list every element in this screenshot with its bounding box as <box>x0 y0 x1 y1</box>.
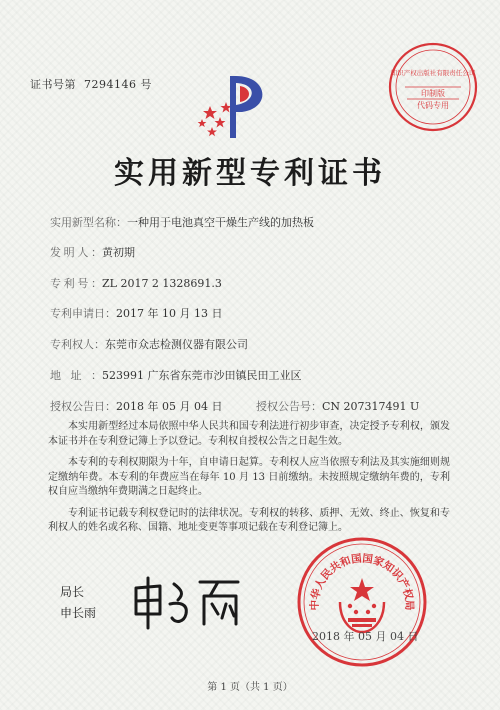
handwritten-signature <box>130 574 250 630</box>
state-ip-office-seal <box>296 536 428 668</box>
certificate-number-value: 7294146 <box>84 78 137 91</box>
seal-ring-text: 中华人民共和国国家知识产权局 <box>308 552 416 611</box>
field-address <box>50 367 302 383</box>
paragraph-term: 本专利的专利权期限为十年，自申请日起算。专利权人应当依照专利法及其实施细则规定缴纳年费。本专利的年费应当在每年 10 月 13 日前缴纳。未按照规定缴纳年费的，专利权自应当缴纳年费期满之日起终止。 <box>48 457 450 497</box>
director-name: 申长雨 <box>60 606 97 620</box>
field-value: 东莞市众志检测仪器有限公司 <box>105 338 248 351</box>
stamp-ring-text: 知识产权出版社有限责任公司 <box>390 69 476 77</box>
publisher-stamp <box>387 41 479 133</box>
field-label: 授权公告号： <box>256 400 322 413</box>
field-value: 2018 年 05 月 04 日 <box>116 400 223 413</box>
certificate-body <box>48 420 450 543</box>
stamp-line-2: 代码专用 <box>417 101 449 110</box>
field-label: 发明人： <box>50 246 102 259</box>
seal-date: 2018 年 05 月 04 日 <box>312 630 419 643</box>
field-grant-date <box>50 398 222 414</box>
field-utility-model-name <box>50 214 314 230</box>
field-value: 523991 广东省东莞市沙田镇民田工业区 <box>102 369 302 382</box>
field-label: 专利号： <box>50 277 102 290</box>
certificate-number-suffix: 号 <box>140 78 152 91</box>
field-value: 一种用于电池真空干燥生产线的加热板 <box>127 216 314 229</box>
page-footer: 第 1 页（共 1 页） <box>207 682 293 693</box>
field-label: 实用新型名称： <box>50 216 127 229</box>
field-value: 黄初期 <box>102 246 135 259</box>
field-value: 2017 年 10 月 13 日 <box>116 307 223 320</box>
stamp-line-1: 印制版 <box>421 89 445 98</box>
field-label: 专利申请日： <box>50 307 116 320</box>
field-patentee <box>50 336 248 352</box>
field-patent-number <box>50 275 222 291</box>
field-value: ZL 2017 2 1328691.3 <box>102 277 222 290</box>
page-title: 实用新型专利证书 <box>114 156 386 191</box>
paragraph-grant: 本实用新型经过本局依照中华人民共和国专利法进行初步审查，决定授予专利权，颁发本证书并在专利登记簿上予以登记。专利权自授权公告之日起生效。 <box>48 421 450 447</box>
field-inventor <box>50 244 135 260</box>
certificate-number-label: 证书号第 <box>30 78 76 91</box>
paragraph-status: 专利证书记载专利权登记时的法律状况。专利权的转移、质押、无效、终止、恢复和专利权人的姓名或名称、国籍、地址变更等事项记载在专利登记簿上。 <box>48 507 450 533</box>
field-label: 授权公告日： <box>50 400 116 413</box>
director-title: 局长 <box>60 585 85 599</box>
certificate-number <box>30 76 152 92</box>
field-announcement-number <box>256 398 419 414</box>
field-filing-date <box>50 305 222 321</box>
field-label: 地址： <box>50 369 102 382</box>
patent-office-logo <box>196 72 276 140</box>
field-label: 专利权人： <box>50 338 105 351</box>
field-value: CN 207317491 U <box>322 400 420 413</box>
